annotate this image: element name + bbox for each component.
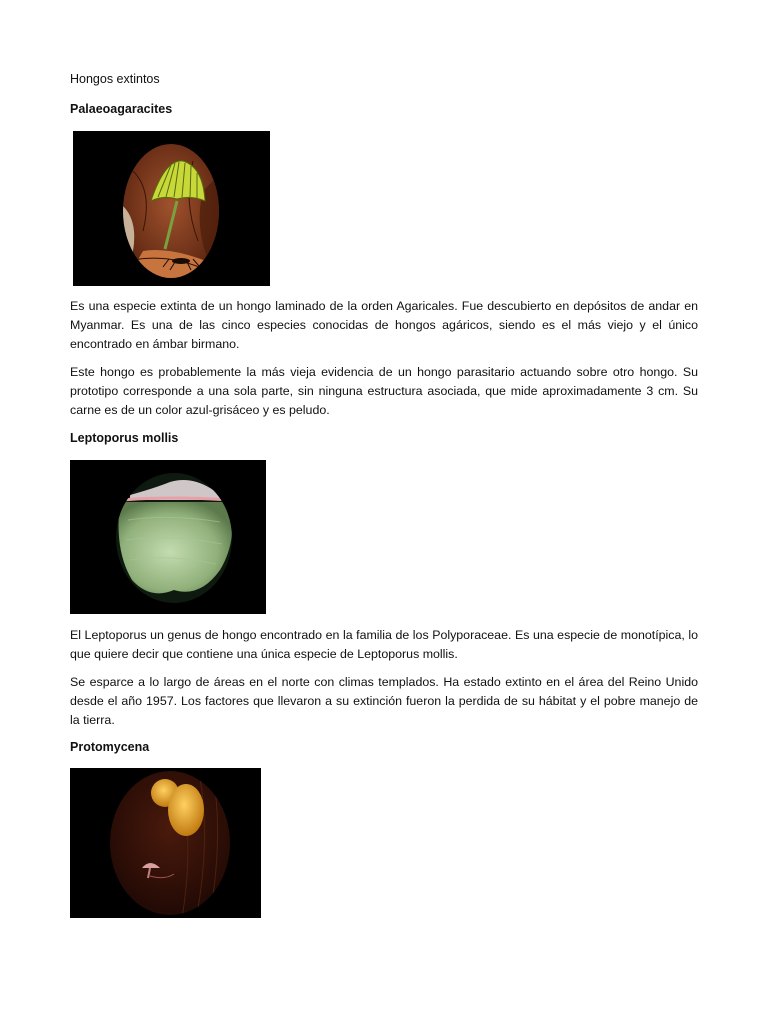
section-heading-protomycena: Protomycena bbox=[70, 740, 150, 754]
amber-tiny-mushroom-photo bbox=[70, 768, 261, 918]
section-heading-palaeoagaracites: Palaeoagaracites bbox=[70, 102, 173, 116]
bracket-fungus-photo bbox=[70, 460, 266, 614]
paragraph: Es una especie extinta de un hongo laminado de la orden Agaricales. Fue descubierto en depósitos de andar en Myanmar. Es una de las cinco especies conocidas de hongos agáricos, siendo es el más viejo y el único encontrado en ámbar birmano. bbox=[70, 299, 698, 351]
section-heading-leptoporus-mollis: Leptoporus mollis bbox=[70, 431, 179, 445]
protomycena-image bbox=[70, 768, 261, 918]
leptoporus-mollis-image bbox=[70, 460, 266, 614]
palaeoagaracites-image bbox=[73, 131, 270, 286]
paragraph: Este hongo es probablemente la más vieja evidencia de un hongo parasitario actuando sobre otro hongo. Su prototipo corresponde a una sola parte, sin ninguna estructura asociada, que mide aproximadamente 3 cm. Su carne es de un color azul-grisáceo y es peludo. bbox=[70, 365, 698, 417]
amber-mushroom-illustration bbox=[73, 131, 270, 286]
paragraph: El Leptoporus un genus de hongo encontrado en la familia de los Polyporaceae. Es una especie de monotípica, lo que quiere decir que contiene una única especie de Leptoporus mollis. bbox=[70, 628, 698, 661]
document-title: Hongos extintos bbox=[70, 72, 160, 86]
paragraph: Se esparce a lo largo de áreas en el norte con climas templados. Ha estado extinto en el área del Reino Unido desde el año 1957. Los factores que llevaron a su extinción fueron la perdida de su hábitat y el pobre manejo de la tierra. bbox=[70, 675, 698, 727]
